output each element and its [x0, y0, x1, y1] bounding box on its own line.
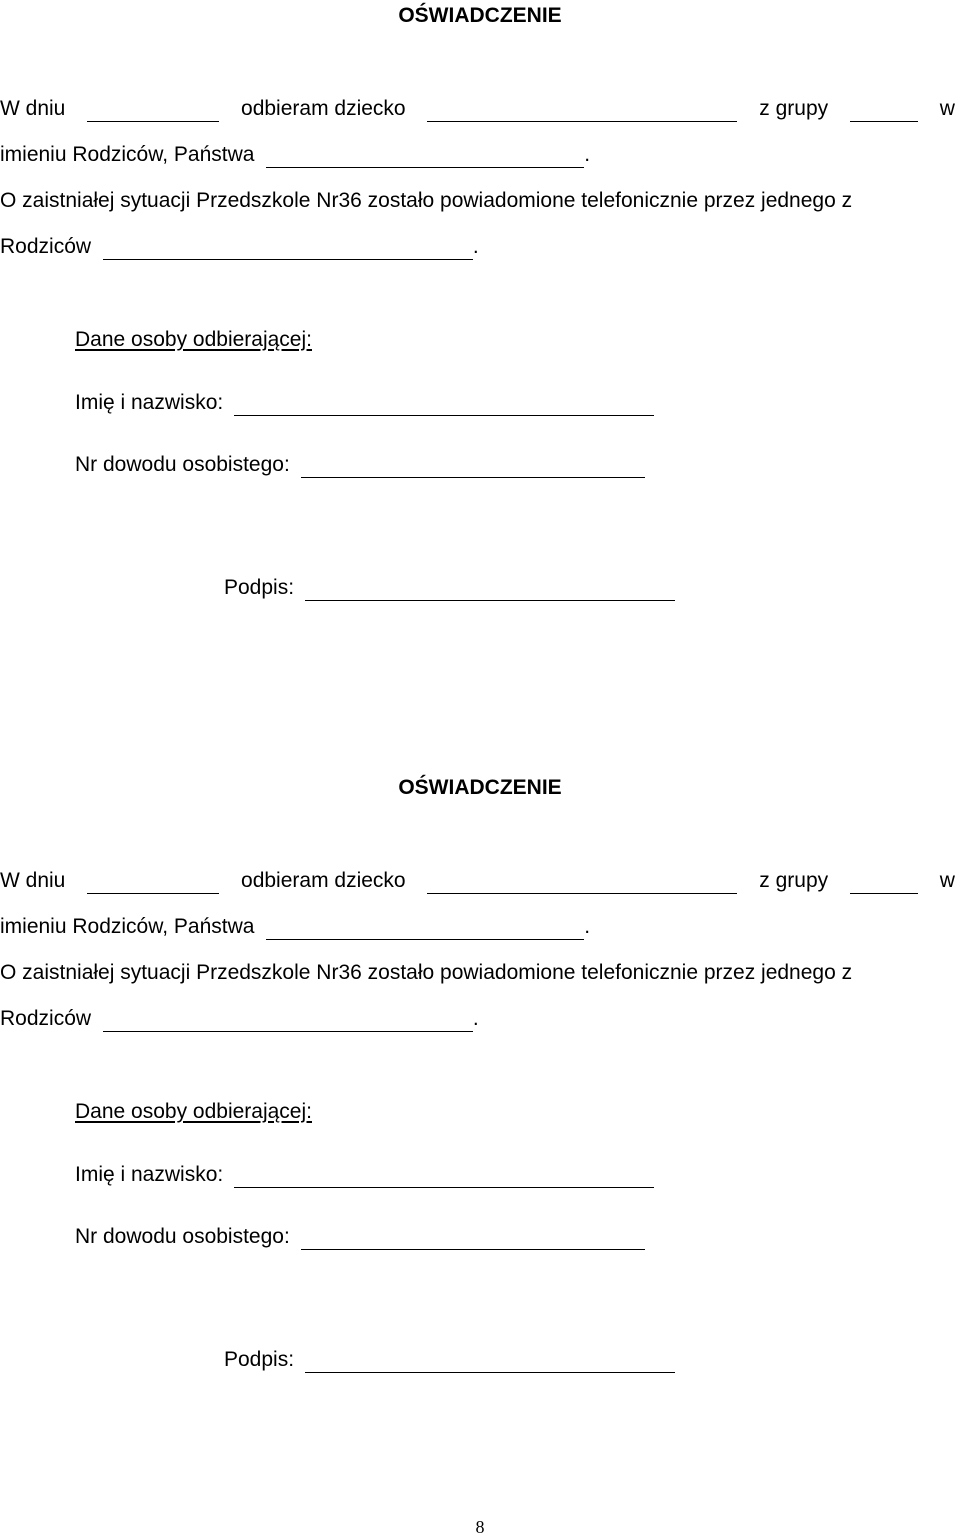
group-label: z grupy [759, 97, 829, 120]
full-name-blank[interactable] [234, 393, 654, 416]
date-group-line [0, 868, 955, 894]
id-number-field [75, 452, 645, 478]
date-group-line [0, 96, 955, 122]
parents-label: imieniu Rodziców, Państwa [0, 915, 255, 938]
signature-label: Podpis: [224, 576, 295, 599]
parents-line [0, 142, 590, 168]
parents-name-blank[interactable] [266, 145, 584, 168]
id-number-blank[interactable] [301, 1227, 645, 1250]
page-number: 8 [475, 1517, 485, 1537]
full-name-label: Imię i nazwisko: [75, 1163, 224, 1186]
signature-field [224, 1347, 675, 1373]
notification-text: O zaistniałej sytuacji Przedszkole Nr36 zostało powiadomione telefonicznie przez jednego z [0, 189, 853, 212]
form-title: OŚWIADCZENIE [398, 776, 562, 799]
parents-name-blank[interactable] [266, 917, 584, 940]
full-name-blank[interactable] [234, 1165, 654, 1188]
child-name-blank[interactable] [427, 871, 737, 894]
id-number-label: Nr dowodu osobistego: [75, 1225, 290, 1248]
period: . [584, 915, 591, 938]
date-blank[interactable] [87, 99, 219, 122]
date-label: W dniu [0, 869, 66, 892]
id-number-label: Nr dowodu osobistego: [75, 453, 290, 476]
on-behalf-word: w [939, 97, 955, 120]
parent-label: Rodziców [0, 1007, 92, 1030]
signature-field [224, 575, 675, 601]
parent-line [0, 1006, 479, 1032]
parents-line [0, 914, 590, 940]
id-number-blank[interactable] [301, 455, 645, 478]
pickup-label: odbieram dziecko [241, 869, 406, 892]
date-blank[interactable] [87, 871, 219, 894]
full-name-label: Imię i nazwisko: [75, 391, 224, 414]
on-behalf-word: w [939, 869, 955, 892]
form-title: OŚWIADCZENIE [398, 4, 562, 27]
statement-form-1 [0, 0, 960, 700]
full-name-field [75, 390, 654, 416]
signature-blank[interactable] [305, 1350, 675, 1373]
date-label: W dniu [0, 97, 66, 120]
pickup-person-heading: Dane osoby odbierającej: [75, 1100, 312, 1123]
group-label: z grupy [759, 869, 829, 892]
signature-label: Podpis: [224, 1348, 295, 1371]
id-number-field [75, 1224, 645, 1250]
full-name-field [75, 1162, 654, 1188]
parent-name-blank[interactable] [103, 237, 473, 260]
notification-text: O zaistniałej sytuacji Przedszkole Nr36 zostało powiadomione telefonicznie przez jednego z [0, 961, 853, 984]
pickup-person-heading: Dane osoby odbierającej: [75, 328, 312, 351]
statement-form-2 [0, 772, 960, 1472]
parent-name-blank[interactable] [103, 1009, 473, 1032]
parent-line [0, 234, 479, 260]
parents-label: imieniu Rodziców, Państwa [0, 143, 255, 166]
group-blank[interactable] [850, 99, 918, 122]
group-blank[interactable] [850, 871, 918, 894]
child-name-blank[interactable] [427, 99, 737, 122]
pickup-label: odbieram dziecko [241, 97, 406, 120]
signature-blank[interactable] [305, 578, 675, 601]
parent-label: Rodziców [0, 235, 92, 258]
period: . [472, 235, 479, 258]
period: . [584, 143, 591, 166]
period: . [472, 1007, 479, 1030]
